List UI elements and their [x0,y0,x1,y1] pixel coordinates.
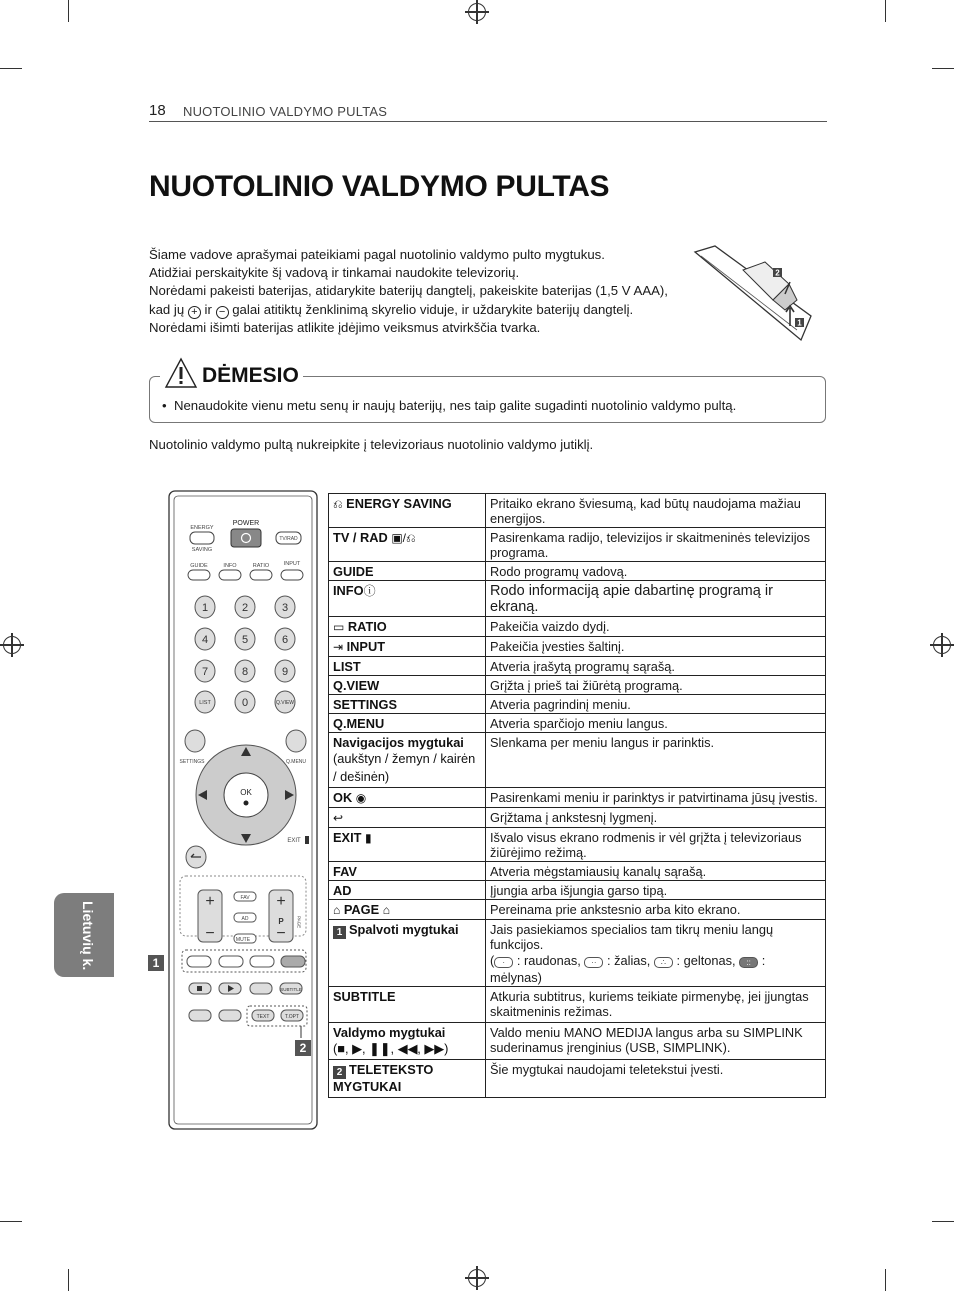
info-icon: ⓘ [363,584,376,598]
label-ok: OK [240,788,252,797]
digit-2[interactable]: 2 [241,602,249,614]
remote-control-illustration [168,490,318,1130]
label-ratio: RATIO [252,563,270,569]
minus-icon: − [216,306,229,319]
label-p: P [278,917,284,926]
key-text: RATIO [347,619,387,634]
table-row [329,920,826,987]
settings-button[interactable] [185,730,205,752]
table-value: Atveria įrašytą programų sąrašą. [486,657,826,676]
bullet: • [162,398,167,413]
table-key [329,617,486,637]
digit-4[interactable]: 4 [201,634,209,646]
table-key: SETTINGS [329,695,486,714]
page-up-icon: ⌂ [333,903,341,917]
ratio-icon: ▭ [333,620,345,634]
table-value: Įjungia arba išjungia garso tipą. [486,881,826,900]
table-row [329,617,826,637]
info-button[interactable] [219,570,241,580]
caution-title: DĖMESIO [202,364,299,387]
value-fragment: : žalias, [606,953,651,968]
table-key: Q.VIEW [329,676,486,695]
yellow-button[interactable] [250,956,274,967]
label-page: PAGE [296,916,302,929]
label-mute: MUTE [235,937,251,943]
digit-9[interactable]: 9 [281,666,289,678]
key-text: OK [333,790,353,805]
intro-line: Norėdami išimti baterijas atlikite įdėjimo veiksmus atvirkščia tvarka. [149,319,541,335]
callout-1: 1 [148,955,164,971]
table-row [329,987,826,1023]
value-line: Jais pasiekiamos specialios tam tikrų meniu langų funkcijos. [490,922,774,952]
table-value: Išvalo visus ekrano rodmenis ir vėl grįžta į televizoriaus žiūrėjimo režimą. [486,828,826,862]
badge-2: 2 [333,1066,346,1079]
key-text: INFO [333,583,364,598]
label-ad: AD [241,916,249,922]
table-row [329,1060,826,1098]
label-tvrad: TV/RAD [279,536,298,542]
green-button-icon: ·· [584,957,603,968]
table-key: GUIDE [329,562,486,581]
table-key [329,788,486,808]
crop-mark [885,1269,886,1291]
aim-instruction: Nuotolinio valdymo pultą nukreipkite į televizoriaus nuotolinio valdymo jutiklį. [149,437,594,452]
key-text: PAGE [343,902,380,917]
digit-5[interactable]: 5 [241,634,249,646]
table-value: Grįžtama į ankstesnį lygmenį. [486,808,826,828]
button-description-table [328,493,826,1098]
tvrad-icon: ▣/⎌ [391,531,416,545]
table-row [329,881,826,900]
intro-line [149,301,694,319]
table-value: Pakeičia įvesties šaltinį. [486,637,826,657]
callout-2: 2 [295,1040,311,1056]
language-tab [54,893,114,977]
table-row [329,494,826,528]
table-row [329,528,826,562]
crop-mark [932,68,954,69]
label-energy: ENERGY [190,525,214,531]
crop-mark [932,1221,954,1222]
table-row [329,733,826,788]
label-info: INFO [223,563,237,569]
table-key: LIST [329,657,486,676]
table-key [329,1023,486,1060]
key-text: EXIT [333,830,362,845]
value-line: ( · : raudonas, ·· : žalias, ∴ : geltonas, :: : [490,953,766,968]
intro-line: Norėdami pakeisti baterijas, atidarykite baterijų dangtelį, pakeiskite baterijas (1,5 V AAA), [149,283,668,299]
label-subtitle: SUBTITLE [280,987,302,992]
table-value: Pasirenkama radijo, televizijos ir skaitmeninės televizijos programa. [486,528,826,562]
page-header [149,102,827,122]
digit-1[interactable]: 1 [201,602,209,614]
table-key [329,808,486,828]
page-title: NUOTOLINIO VALDYMO PULTAS [149,170,610,203]
fast-forward-button[interactable] [219,1010,241,1021]
table-key [329,528,486,562]
blue-button[interactable] [281,956,305,967]
red-button[interactable] [187,956,211,967]
energy-icon: ⎌ [333,497,343,511]
digit-3[interactable]: 3 [281,602,289,614]
caution-bullet-text: Nenaudokite vienu metu senų ir naujų baterijų, nes taip galite sugadinti nuotolinio valdymo pultą. [173,398,737,413]
registration-mark-icon [468,1269,486,1287]
table-row [329,788,826,808]
digit-0[interactable]: 0 [241,697,249,709]
table-row [329,900,826,920]
table-key [329,920,486,987]
key-text: Spalvoti mygtukai [349,922,459,937]
table-row [329,695,826,714]
rewind-button[interactable] [189,1010,211,1021]
table-value: Atveria mėgstamiausių kanalų sąrašą. [486,862,826,881]
table-value [486,920,826,987]
label-text: TEXT [256,1014,270,1020]
green-button[interactable] [219,956,243,967]
power-button[interactable] [231,529,261,547]
table-value: Grįžta į prieš tai žiūrėtą programą. [486,676,826,695]
svg-text:−: − [205,925,215,942]
table-row [329,808,826,828]
table-key [329,733,486,788]
table-value: Rodo programų vadovą. [486,562,826,581]
caution-header [160,353,303,393]
crop-mark [0,68,22,69]
table-value: Atveria pagrindinį meniu. [486,695,826,714]
intro-text [149,246,694,337]
label-saving: SAVING [191,547,213,553]
table-value: Rodo informaciją apie dabartinę programą ir ekraną. [486,581,826,617]
table-key [329,637,486,657]
intro-fragment: galai atitiktų ženklinimą skyrelio viduje, ir uždarykite baterijų dangtelį. [232,301,634,317]
value-fragment: : geltonas, [676,953,736,968]
intro-line: Atidžiai perskaitykite šį vadovą ir tinkamai naudokite televizorių. [149,265,520,281]
table-row [329,657,826,676]
table-key [329,494,486,528]
crop-mark [68,0,69,22]
label-settings: SETTINGS [179,759,205,765]
table-row [329,828,826,862]
table-value: Atkuria subtitrus, kuriems teikiate pirmenybę, jei įjungtas skaitmeninis režimas. [486,987,826,1023]
digit-6[interactable]: 6 [281,634,289,646]
table-row [329,676,826,695]
table-key: SUBTITLE [329,987,486,1023]
label-guide: GUIDE [190,563,208,569]
intro-fragment: ir [204,301,212,317]
battery-illustration [693,244,813,342]
table-key [329,581,486,617]
guide-button[interactable] [188,570,210,580]
intro-line: Šiame vadove aprašymai pateikiami pagal nuotolinio valdymo pulto mygtukus. [149,247,605,262]
ratio-button[interactable] [250,570,272,580]
digit-8[interactable]: 8 [241,666,249,678]
label-fav: FAV [240,895,250,901]
exit-icon: ▮ [365,831,372,845]
svg-text:−: − [276,925,286,942]
value-line: mėlynas) [490,970,542,985]
label-input: INPUT [283,561,301,567]
table-row [329,714,826,733]
red-button-icon: · [494,957,513,968]
crop-mark [68,1269,69,1291]
table-row [329,1023,826,1060]
key-subtext: (■, ▶, ❚❚, ◀◀, ▶▶) [333,1041,449,1056]
table-key [329,1060,486,1098]
battery-label-2: 2 [775,268,780,278]
label-power: POWER [232,520,260,527]
table-row [329,581,826,617]
key-subtext: (aukštyn / žemyn / kairėn / dešinėn) [333,751,476,784]
svg-text:+: + [276,893,286,910]
table-key [329,900,486,920]
table-row [329,637,826,657]
list-button[interactable]: LIST [199,700,211,706]
caution-text [162,398,736,413]
registration-mark-icon [3,636,21,654]
table-key: Q.MENU [329,714,486,733]
label-topt: T.OPT [284,1014,300,1020]
key-text: Navigacijos mygtukai [333,735,464,750]
svg-text:+: + [205,893,215,910]
yellow-button-icon: ∴ [654,957,673,968]
language-tab-label: Lietuvių k. [80,901,96,971]
key-text: ENERGY SAVING [346,496,452,511]
qview-button[interactable]: Q.VIEW [275,700,295,706]
table-row [329,562,826,581]
energy-saving-button[interactable] [190,532,214,544]
page-number: 18 [149,102,166,119]
input-button[interactable] [281,570,303,580]
battery-label-1: 1 [797,318,802,328]
label-exit: EXIT [287,838,301,844]
plus-icon: + [188,306,201,319]
table-value: Pereinama prie ankstesnio arba kito ekrano. [486,900,826,920]
qmenu-button[interactable] [286,730,306,752]
table-key: AD [329,881,486,900]
intro-fragment: kad jų [149,301,185,317]
table-value: Pakeičia vaizdo dydį. [486,617,826,637]
value-fragment: : raudonas, [516,953,581,968]
table-value: Šie mygtukai naudojami teletekstui įvesti. [486,1060,826,1098]
table-value: Pritaiko ekrano šviesumą, kad būtų naudojama mažiau energijos. [486,494,826,528]
badge-1: 1 [333,926,346,939]
table-key: FAV [329,862,486,881]
key-text: TV / RAD [333,530,388,545]
registration-mark-icon [468,3,486,21]
crop-mark [0,1221,22,1222]
key-text: TELETEKSTO MYGTUKAI [333,1062,434,1094]
crop-mark [885,0,886,22]
pause-button[interactable] [250,983,272,994]
value-fragment: : [761,953,766,968]
key-text: Valdymo mygtukai [333,1025,446,1040]
table-value: Pasirenkami meniu ir parinktys ir patvirtinama jūsų įvestis. [486,788,826,808]
input-icon: ⇥ [333,640,344,654]
table-value: Valdo meniu MANO MEDIJA langus arba su SIMPLINK suderinamus įrenginius (USB, SIMPLINK). [486,1023,826,1060]
label-qmenu: Q.MENU [286,759,306,765]
warning-icon [164,357,198,389]
registration-mark-icon [933,636,951,654]
blue-button-icon: :: [739,957,758,968]
table-value: Slenkama per meniu langus ir parinktis. [486,733,826,788]
table-key [329,828,486,862]
running-title: NUOTOLINIO VALDYMO PULTAS [183,104,388,119]
table-row [329,862,826,881]
table-value: Atveria sparčiojo meniu langus. [486,714,826,733]
ok-icon: ◉ [355,791,367,805]
page-down-icon: ⌂ [382,903,390,917]
digit-7[interactable]: 7 [201,666,209,678]
back-icon: ↩ [333,811,344,825]
key-text: INPUT [346,639,386,654]
